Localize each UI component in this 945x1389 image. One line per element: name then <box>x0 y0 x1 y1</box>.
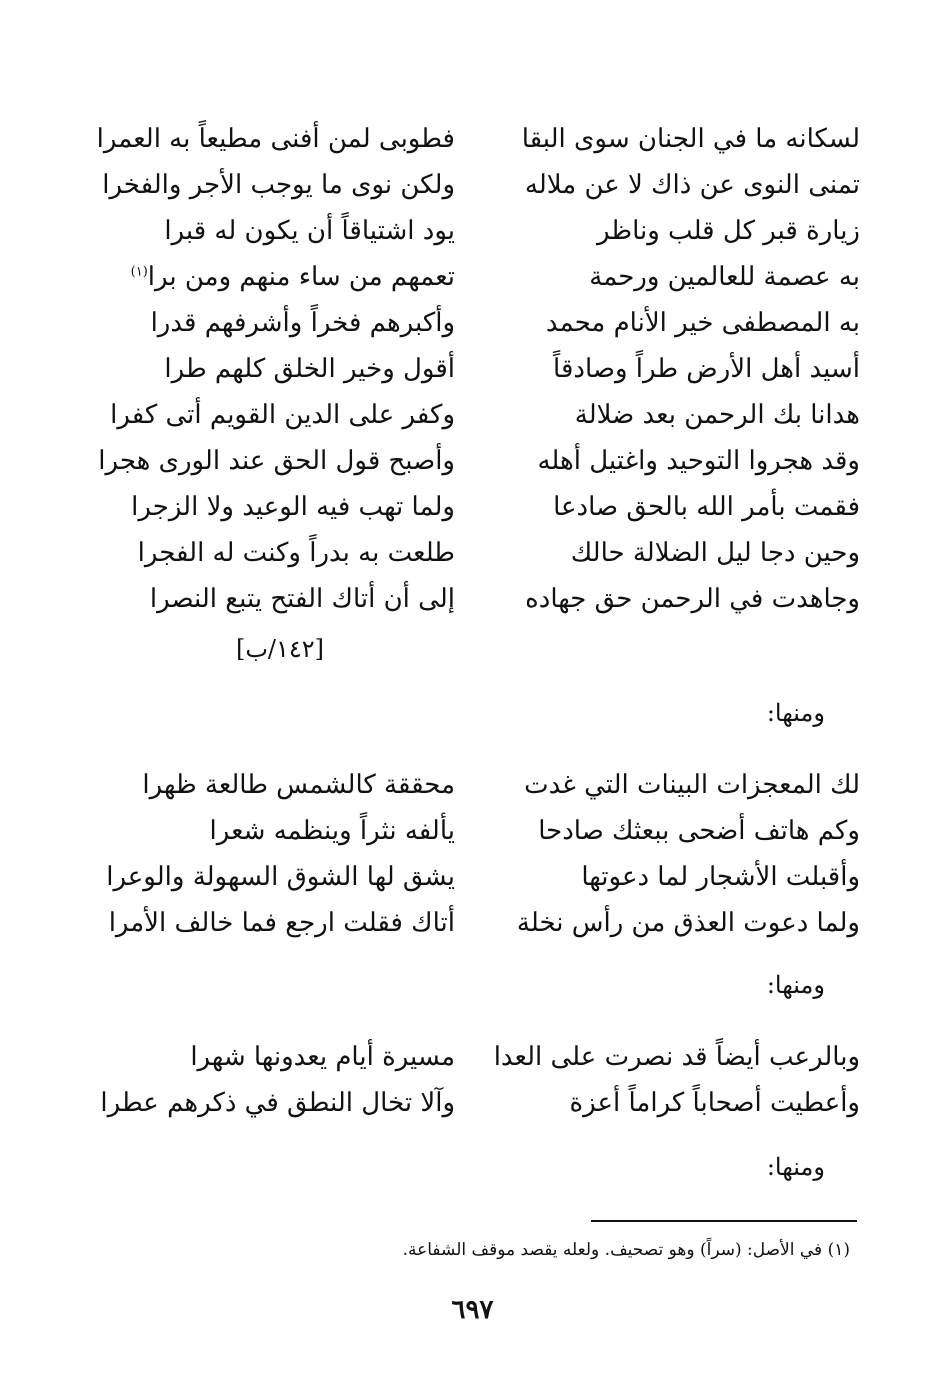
poem-section-3 <box>100 1034 860 1126</box>
verse-first-hemistich: لك المعجزات البينات التي غدت <box>524 770 860 800</box>
verse-first-hemistich: زيارة قبر كل قلب وناظر <box>597 216 860 246</box>
verse-line <box>100 854 860 900</box>
verse-first-hemistich: أسيد أهل الأرض طراً وصادقاً <box>553 354 860 384</box>
verse-second-hemistich: ولكن نوى ما يوجب الأجر والفخرا <box>102 170 455 200</box>
verse-line <box>100 300 860 346</box>
footnote-separator <box>591 1220 857 1222</box>
section-heading: ومنها: <box>766 1153 825 1181</box>
verse-line <box>100 808 860 854</box>
verse-second-hemistich: يشق لها الشوق السهولة والوعرا <box>106 862 455 892</box>
poem-section-2 <box>100 762 860 946</box>
verse-second-hemistich: طلعت به بدراً وكنت له الفجرا <box>137 538 455 568</box>
verse-line <box>100 254 860 300</box>
verse-line <box>100 576 860 622</box>
verse-second-hemistich: فطوبى لمن أفنى مطيعاً به العمرا <box>96 124 455 154</box>
verse-line <box>100 484 860 530</box>
verse-line <box>100 346 860 392</box>
verse-second-hemistich <box>100 254 455 300</box>
verse-second-hemistich: وأكبرهم فخراً وأشرفهم قدرا <box>150 308 455 338</box>
verse-first-hemistich: تمنى النوى عن ذاك لا عن ملاله <box>524 170 860 200</box>
section-heading: ومنها: <box>766 699 825 727</box>
verse-first-hemistich: وحين دجا ليل الضلالة حالك <box>570 538 860 568</box>
verse-line <box>96 116 860 162</box>
verse-line <box>100 1080 860 1126</box>
verse-second-hemistich: وآلا تخال النطق في ذكرهم عطرا <box>100 1088 455 1118</box>
verse-second-hemistich: محققة كالشمس طالعة ظهرا <box>142 770 455 800</box>
verse-first-hemistich: وأقبلت الأشجار لما دعوتها <box>581 862 860 892</box>
verse-first-hemistich: وأعطيت أصحاباً كراماً أعزة <box>569 1088 860 1118</box>
verse-line <box>100 762 860 808</box>
verse-first-hemistich: لسكانه ما في الجنان سوى البقا <box>521 124 860 154</box>
verse-first-hemistich: وكم هاتف أضحى ببعثك صادحا <box>538 816 860 846</box>
page-number: ٦٩٧ <box>451 1295 494 1325</box>
verse-second-hemistich: إلى أن أتاك الفتح يتبع النصرا <box>149 584 455 614</box>
verse-second-hemistich: أتاك فقلت ارجع فما خالف الأمرا <box>108 908 455 938</box>
verse-first-hemistich: به المصطفى خير الأنام محمد <box>545 308 860 338</box>
section-heading: ومنها: <box>766 971 825 999</box>
verse-first-hemistich: وبالرعب أيضاً قد نصرت على العدا <box>493 1042 860 1072</box>
verse-second-hemistich: أقول وخير الخلق كلهم طرا <box>164 354 455 384</box>
verse-first-hemistich: ولما دعوت العذق من رأس نخلة <box>516 908 860 938</box>
verse-line <box>100 392 860 438</box>
verse-second-hemistich: وأصبح قول الحق عند الورى هجرا <box>98 446 455 476</box>
verse-first-hemistich: هدانا بك الرحمن بعد ضلالة <box>574 400 860 430</box>
footnote-reference: (١) <box>130 264 148 280</box>
verse-line <box>100 900 860 946</box>
verse-text: تعمهم من ساء منهم ومن برا <box>147 262 455 292</box>
verse-second-hemistich: ولما تهب فيه الوعيد ولا الزجرا <box>131 492 455 522</box>
verse-line <box>100 162 860 208</box>
verse-line <box>100 438 860 484</box>
verse-first-hemistich: فقمت بأمر الله بالحق صادعا <box>553 492 860 522</box>
verse-line <box>100 208 860 254</box>
footnote: (١) في الأصل: (سراً) وهو تصحيف. ولعله يقصد موقف الشفاعة. <box>402 1240 850 1260</box>
verse-first-hemistich: به عصمة للعالمين ورحمة <box>589 262 860 292</box>
verse-line <box>100 530 860 576</box>
verse-line <box>100 1034 860 1080</box>
verse-second-hemistich: يألفه نثراً وينظمه شعرا <box>209 816 455 846</box>
verse-second-hemistich: وكفر على الدين القويم أتى كفرا <box>110 400 455 430</box>
verse-second-hemistich: مسيرة أيام يعدونها شهرا <box>190 1042 455 1072</box>
manuscript-folio-mark: [١٤٢/ب] <box>235 635 325 663</box>
verse-second-hemistich: يود اشتياقاً أن يكون له قبرا <box>164 216 455 246</box>
poem-section-1 <box>96 116 860 622</box>
verse-first-hemistich: وقد هجروا التوحيد واغتيل أهله <box>537 446 860 476</box>
verse-first-hemistich: وجاهدت في الرحمن حق جهاده <box>525 584 860 614</box>
